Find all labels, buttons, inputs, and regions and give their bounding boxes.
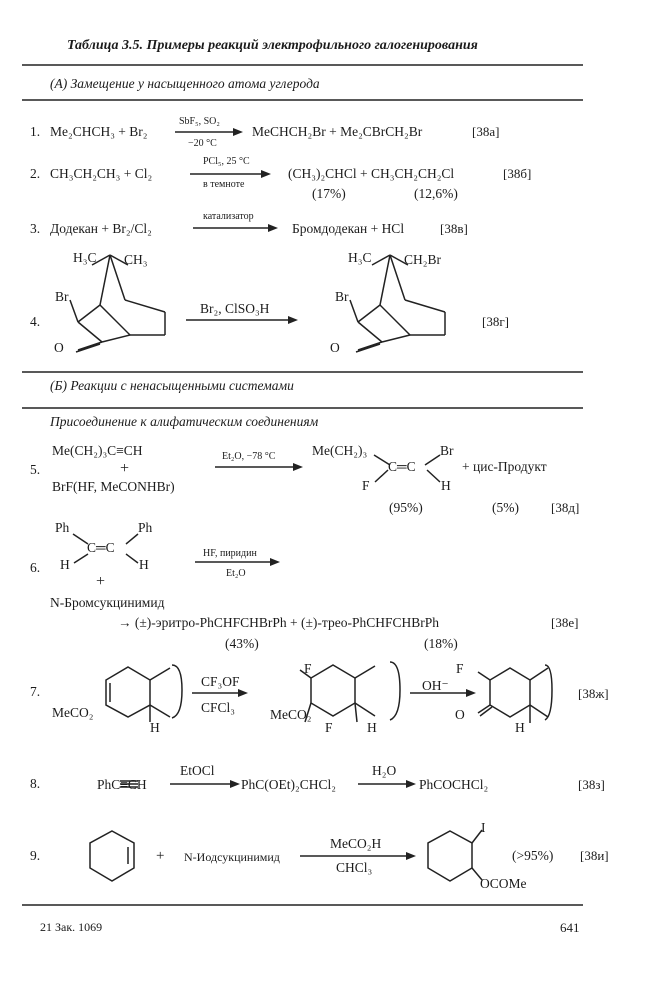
r2-left: CH₃CH₂CH₃ + Cl₂ [50,166,153,181]
arrow-r9 [300,852,416,860]
r8-mid: PhC(OEt)₂CHCl₂ [241,777,336,792]
r9-prod-ocome: OCOMe [480,876,527,891]
r6-cond-bottom: Et₂O [226,568,246,579]
r6-yield1: (43%) [225,636,259,651]
r9-cond-top: MeCO₂H [330,836,382,851]
r6-products: → (±)-эритро-PhCHFCHBrPh + (±)-трео-PhCHFCHBrPh [118,615,439,630]
r4-product-o: O [330,340,340,355]
r7-cond-top: CF₃OF [201,674,240,689]
arrow-r8b [358,780,416,788]
r4-reactant-ch3: CH₃ [124,252,148,267]
r4-reactant-o: O [54,340,64,355]
r9-ref: [38и] [580,848,609,863]
r7-cond-bottom: CFCl₃ [201,700,235,715]
r9-product-structure [428,830,482,881]
r4-product-h3c: H₃C [348,250,372,265]
r9-prod-i: I [481,820,486,835]
r6-h1: H [60,557,70,572]
r6-ph2: Ph [138,520,153,535]
r3-number: 3. [30,221,41,236]
r7-p2-h: H [515,720,525,735]
r6-ph1: Ph [55,520,70,535]
footer-left: 21 Зак. 1069 [40,920,103,934]
r5-extra: + цис-Продукт [462,459,547,474]
r4-ref: [38г] [482,314,509,329]
r4-product-br: Br [335,289,349,304]
r7-p2-f: F [456,661,464,676]
r2-yield1: (17%) [312,186,346,201]
arrow-r8a [170,780,240,788]
r7-reactant-structure [106,665,182,722]
r7-p2-o: O [455,707,465,722]
arrow-r5 [215,463,303,471]
r3-left: Додекан + Br₂/Cl₂ [50,221,152,236]
r9-yield: (>95%) [512,848,554,863]
r9-reagent: N-Иодсукцинимид [184,850,280,864]
r5-reactant2: BrF(HF, MeCONHBr) [52,479,175,494]
r2-ref: [38б] [503,166,532,181]
r5-plus: + [120,460,130,477]
r8-cond2: H₂O [372,763,397,778]
subsection-aliphatic: Присоединение к алифатическим соединениям [50,414,319,429]
r4-reactant-br: Br [55,289,69,304]
r1-right: MeCHCH₂Br + Me₂CBrCH₂Br [252,124,423,139]
r4-number: 4. [30,314,41,329]
r4-product-ch2br: CH₂Br [404,252,441,267]
arrow-r1 [175,128,243,136]
r5-reactant1: Me(CH₂)₃C≡CH [52,443,143,458]
r2-number: 2. [30,166,41,181]
arrow-r3 [193,224,278,232]
r7-product2-structure [478,665,552,723]
r5-prod-f: F [362,478,370,493]
page-number: 641 [560,920,580,935]
r5-cond-top: Et₂O, −78 °C [222,451,276,462]
r6-reagent: N-Бромсукцинимид [50,595,165,610]
r8-right: PhCOCHCl₂ [419,777,489,792]
r7-ref: [38ж] [578,686,609,701]
r8-cond-top: EtOCl [180,763,215,778]
r7-p-meco2: MeCO₂ [270,707,312,722]
section-b-heading: (Б) Реакции с ненасыщенными системами [50,378,294,393]
r2-yield2: (12,6%) [414,186,458,201]
r8-ref: [38з] [578,777,605,792]
r6-plus: + [96,573,106,590]
r4-cond-top: Br₂, ClSO₃H [200,301,270,316]
r4-product-structure [350,255,445,352]
arrow-r6 [195,558,280,566]
r1-ref: [38а] [472,124,500,139]
r3-right: Бромдодекан + HCl [292,221,405,236]
r1-cond-top: SbF₅, SO₂ [179,116,220,127]
arrow-r4 [186,316,298,324]
r8-number: 8. [30,776,41,791]
r5-number: 5. [30,462,41,477]
r7-meco2: MeCO₂ [52,705,94,720]
r7-h: H [150,720,160,735]
r5-ref: [38д] [551,500,580,515]
r9-cyclohexene [90,831,134,881]
r4-reactant-structure [70,255,165,352]
r7-number: 7. [30,684,41,699]
r4-reactant-h3c: H₃C [73,250,97,265]
r6-cc: C═C [87,540,115,555]
r8-left: PhC≡CH [97,777,147,792]
r3-ref: [38в] [440,221,468,236]
r6-cond-top: HF, пиридин [203,548,257,559]
arrow-r7a [192,689,248,697]
r5-yield2: (5%) [492,500,519,515]
r5-prod-br: Br [440,443,454,458]
r9-plus: + [156,848,165,864]
r7-cond2: OH⁻ [422,678,449,693]
r5-prod-h: H [441,478,451,493]
r5-prod-top: Me(CH₂)₃ [312,443,368,458]
table-title: Таблица 3.5. Примеры реакций электрофильного галогенирования [67,38,478,53]
r2-cond-top: PCl₅, 25 °C [203,156,250,167]
r9-cond-bottom: CHCl₃ [336,860,373,875]
r6-ref: [38е] [551,615,579,630]
r2-right: (CH₃)₂CHCl + CH₃CH₂CH₂Cl [288,166,455,181]
r1-cond-bottom: −20 °C [188,138,217,149]
r3-cond-top: катализатор [203,211,254,222]
r7-p-f2: F [325,720,333,735]
r7-p-h: H [367,720,377,735]
r6-h2: H [139,557,149,572]
r7-product1-structure [300,662,400,722]
r6-yield2: (18%) [424,636,458,651]
r9-number: 9. [30,848,41,863]
r1-left: Me₂CHCH₃ + Br₂ [50,124,148,139]
r7-p-f1: F [304,661,312,676]
r5-yield1: (95%) [389,500,423,515]
r6-number: 6. [30,560,41,575]
r5-prod-cc: C═C [388,459,416,474]
arrow-r2 [190,170,271,178]
r2-cond-bottom: в темноте [203,179,245,190]
section-a-heading: (А) Замещение у насыщенного атома углерода [50,76,320,91]
r1-number: 1. [30,124,41,139]
